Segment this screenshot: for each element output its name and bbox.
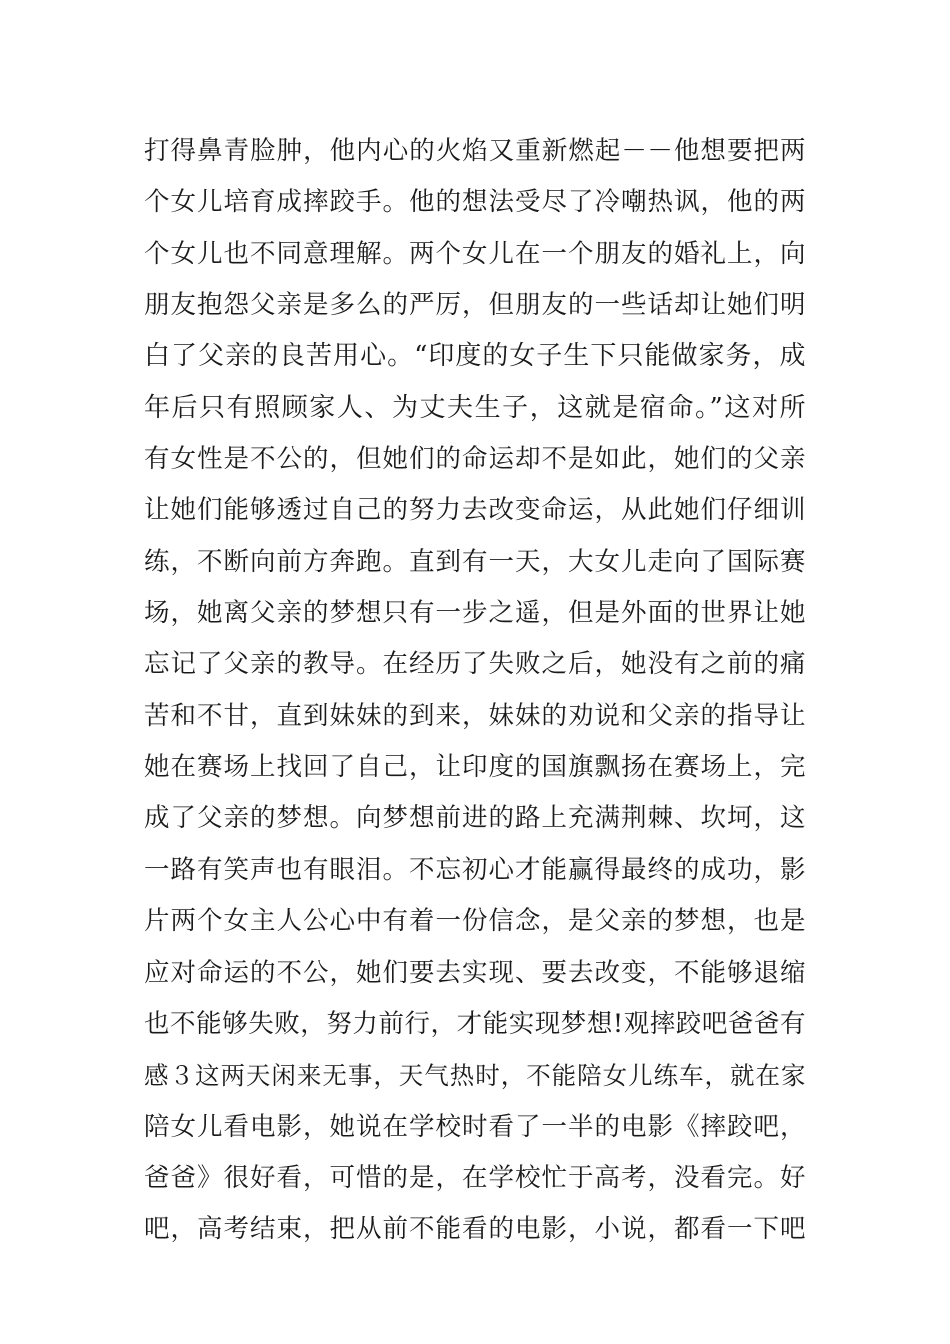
text-line-10: 场，她离父亲的梦想只有一步之遥，但是外面的世界让她 <box>144 598 806 629</box>
text-line-4: 朋友抱怨父亲是多么的严厉，但朋友的一些话却让她们明 <box>144 290 806 321</box>
text-line-13: 她在赛场上找回了自己，让印度的国旗飘扬在赛场上，完 <box>144 752 806 783</box>
text-line-14: 成了父亲的梦想。向梦想前进的路上充满荆棘、坎坷，这 <box>144 803 806 834</box>
text-line-11: 忘记了父亲的教导。在经历了失败之后，她没有之前的痛 <box>144 649 806 680</box>
text-line-3: 个女儿也不同意理解。两个女儿在一个朋友的婚礼上，向 <box>144 238 806 269</box>
text-line-20: 陪女儿看电影，她说在学校时看了一半的电影《摔跤吧， <box>144 1111 806 1142</box>
text-line-1: 打得鼻青脸肿，他内心的火焰又重新燃起－－他想要把两 <box>144 136 806 166</box>
text-line-12: 苦和不甘，直到妹妹的到来，妹妹的劝说和父亲的指导让 <box>144 700 806 731</box>
text-line-22: 吧，高考结束，把从前不能看的电影，小说，都看一下吧 <box>144 1214 806 1245</box>
text-line-9: 练，不断向前方奔跑。直到有一天，大女儿走向了国际赛 <box>144 546 806 577</box>
text-line-19: 感３这两天闲来无事，天气热时，不能陪女儿练车，就在家 <box>144 1061 806 1091</box>
text-line-7: 有女性是不公的，但她们的命运却不是如此，她们的父亲 <box>144 444 806 475</box>
text-line-8: 让她们能够透过自己的努力去改变命运，从此她们仔细训 <box>144 495 806 526</box>
text-line-17: 应对命运的不公，她们要去实现、要去改变，不能够退缩 <box>144 957 806 988</box>
text-line-2: 个女儿培育成摔跤手。他的想法受尽了冷嘲热讽，他的两 <box>144 187 806 218</box>
text-line-15: 一路有笑声也有眼泪。不忘初心才能赢得最终的成功，影 <box>144 854 806 885</box>
text-line-18: 也不能够失败，努力前行，才能实现梦想!观摔跤吧爸爸有 <box>144 1008 806 1039</box>
text-line-16: 片两个女主人公心中有着一份信念，是父亲的梦想，也是 <box>144 906 806 937</box>
text-line-6: 年后只有照顾家人、为丈夫生子，这就是宿命。”这对所 <box>144 392 806 423</box>
text-line-5: 白了父亲的良苦用心。“印度的女子生下只能做家务，成 <box>144 341 806 372</box>
body-text <box>144 126 806 1256</box>
text-line-21: 爸爸》很好看，可惜的是，在学校忙于高考，没看完。好 <box>144 1162 806 1193</box>
